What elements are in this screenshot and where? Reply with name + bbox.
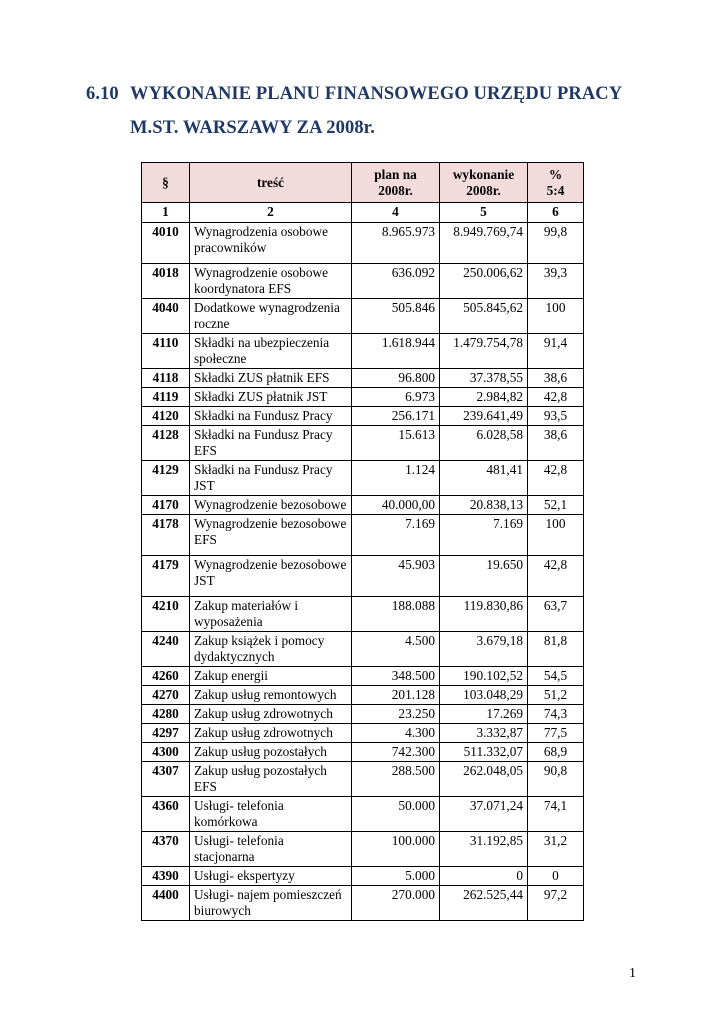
section-number: 6.10 xyxy=(86,84,119,104)
execution-amount-cell: 190.102,52 xyxy=(440,667,528,686)
table-row xyxy=(142,388,584,407)
execution-amount-cell: 7.169 xyxy=(440,515,528,556)
plan-amount-cell: 742.300 xyxy=(352,743,440,762)
paragraph-cell: 4128 xyxy=(142,426,190,461)
paragraph-cell: 4300 xyxy=(142,743,190,762)
execution-amount-cell: 1.479.754,78 xyxy=(440,334,528,369)
table-row xyxy=(142,705,584,724)
paragraph-cell: 4370 xyxy=(142,832,190,867)
plan-amount-cell: 201.128 xyxy=(352,686,440,705)
table-header-row xyxy=(142,163,584,203)
table-row xyxy=(142,407,584,426)
table-row xyxy=(142,515,584,556)
column-number-row xyxy=(142,203,584,223)
percent-cell: 97,2 xyxy=(528,886,584,921)
paragraph-cell: 4307 xyxy=(142,762,190,797)
table-row xyxy=(142,369,584,388)
column-number: 1 xyxy=(142,203,190,223)
plan-amount-cell: 270.000 xyxy=(352,886,440,921)
percent-cell: 99,8 xyxy=(528,223,584,264)
plan-amount-cell: 5.000 xyxy=(352,867,440,886)
column-number: 2 xyxy=(190,203,352,223)
execution-amount-cell: 19.650 xyxy=(440,556,528,597)
table-row xyxy=(142,556,584,597)
execution-amount-cell: 250.006,62 xyxy=(440,264,528,299)
percent-cell: 51,2 xyxy=(528,686,584,705)
header-percent xyxy=(528,163,584,203)
description-cell: Zakup energii xyxy=(190,667,352,686)
execution-amount-cell: 17.269 xyxy=(440,705,528,724)
percent-cell: 81,8 xyxy=(528,632,584,667)
table-row xyxy=(142,686,584,705)
percent-cell: 74,3 xyxy=(528,705,584,724)
percent-cell: 38,6 xyxy=(528,369,584,388)
execution-amount-cell: 103.048,29 xyxy=(440,686,528,705)
plan-amount-cell: 188.088 xyxy=(352,597,440,632)
header-content: treść xyxy=(190,163,352,203)
table-row xyxy=(142,797,584,832)
plan-amount-cell: 1.124 xyxy=(352,461,440,496)
paragraph-cell: 4179 xyxy=(142,556,190,597)
plan-amount-cell: 40.000,00 xyxy=(352,496,440,515)
paragraph-cell: 4178 xyxy=(142,515,190,556)
paragraph-cell: 4240 xyxy=(142,632,190,667)
description-cell: Zakup usług zdrowotnych xyxy=(190,705,352,724)
description-cell: Składki ZUS płatnik EFS xyxy=(190,369,352,388)
header-plan-line-1: plan na xyxy=(374,166,417,182)
column-number: 5 xyxy=(440,203,528,223)
execution-amount-cell: 3.679,18 xyxy=(440,632,528,667)
header-execution-line-1: wykonanie xyxy=(452,166,515,182)
table-row xyxy=(142,496,584,515)
table-row xyxy=(142,886,584,921)
heading-line-2: M.ST. WARSZAWY ZA 2008r. xyxy=(130,118,376,138)
description-cell: Wynagrodzenie bezosobowe JST xyxy=(190,556,352,597)
percent-cell: 100 xyxy=(528,299,584,334)
percent-cell: 68,9 xyxy=(528,743,584,762)
table-row xyxy=(142,743,584,762)
percent-cell: 63,7 xyxy=(528,597,584,632)
financial-plan-table xyxy=(141,162,584,921)
paragraph-cell: 4170 xyxy=(142,496,190,515)
percent-cell: 38,6 xyxy=(528,426,584,461)
percent-cell: 91,4 xyxy=(528,334,584,369)
execution-amount-cell: 2.984,82 xyxy=(440,388,528,407)
execution-amount-cell: 262.525,44 xyxy=(440,886,528,921)
table-row xyxy=(142,867,584,886)
plan-amount-cell: 256.171 xyxy=(352,407,440,426)
table-row xyxy=(142,223,584,264)
paragraph-cell: 4390 xyxy=(142,867,190,886)
execution-amount-cell: 511.332,07 xyxy=(440,743,528,762)
plan-amount-cell: 96.800 xyxy=(352,369,440,388)
description-cell: Wynagrodzenie osobowe koordynatora EFS xyxy=(190,264,352,299)
header-paragraph: § xyxy=(142,163,190,203)
header-execution-line-2: 2008r. xyxy=(466,182,501,198)
table-row xyxy=(142,264,584,299)
description-cell: Składki na Fundusz Pracy JST xyxy=(190,461,352,496)
percent-cell: 42,8 xyxy=(528,388,584,407)
table-row xyxy=(142,426,584,461)
paragraph-cell: 4400 xyxy=(142,886,190,921)
description-cell: Zakup materiałów i wyposażenia xyxy=(190,597,352,632)
percent-cell: 42,8 xyxy=(528,556,584,597)
paragraph-cell: 4040 xyxy=(142,299,190,334)
plan-amount-cell: 50.000 xyxy=(352,797,440,832)
percent-cell: 90,8 xyxy=(528,762,584,797)
paragraph-cell: 4270 xyxy=(142,686,190,705)
description-cell: Składki na Fundusz Pracy xyxy=(190,407,352,426)
plan-amount-cell: 6.973 xyxy=(352,388,440,407)
description-cell: Zakup usług pozostałych EFS xyxy=(190,762,352,797)
description-cell: Usługi- telefonia stacjonarna xyxy=(190,832,352,867)
description-cell: Zakup usług pozostałych xyxy=(190,743,352,762)
description-cell: Składki na ubezpieczenia społeczne xyxy=(190,334,352,369)
plan-amount-cell: 15.613 xyxy=(352,426,440,461)
table-row xyxy=(142,597,584,632)
description-cell: Usługi- telefonia komórkowa xyxy=(190,797,352,832)
paragraph-cell: 4018 xyxy=(142,264,190,299)
paragraph-cell: 4110 xyxy=(142,334,190,369)
execution-amount-cell: 119.830,86 xyxy=(440,597,528,632)
execution-amount-cell: 31.192,85 xyxy=(440,832,528,867)
heading-line-1: WYKONANIE PLANU FINANSOWEGO URZĘDU PRACY xyxy=(130,84,623,104)
percent-cell: 74,1 xyxy=(528,797,584,832)
table-row xyxy=(142,762,584,797)
paragraph-cell: 4129 xyxy=(142,461,190,496)
description-cell: Zakup usług remontowych xyxy=(190,686,352,705)
description-cell: Usługi- ekspertyzy xyxy=(190,867,352,886)
execution-amount-cell: 6.028,58 xyxy=(440,426,528,461)
plan-amount-cell: 1.618.944 xyxy=(352,334,440,369)
table-row xyxy=(142,334,584,369)
percent-cell: 52,1 xyxy=(528,496,584,515)
description-cell: Usługi- najem pomieszczeń biurowych xyxy=(190,886,352,921)
description-cell: Wynagrodzenia osobowe pracowników xyxy=(190,223,352,264)
paragraph-cell: 4297 xyxy=(142,724,190,743)
percent-cell: 0 xyxy=(528,867,584,886)
table-row xyxy=(142,632,584,667)
plan-amount-cell: 23.250 xyxy=(352,705,440,724)
header-execution xyxy=(440,163,528,203)
percent-cell: 31,2 xyxy=(528,832,584,867)
plan-amount-cell: 100.000 xyxy=(352,832,440,867)
description-cell: Zakup usług zdrowotnych xyxy=(190,724,352,743)
paragraph-cell: 4120 xyxy=(142,407,190,426)
paragraph-cell: 4280 xyxy=(142,705,190,724)
table-row xyxy=(142,461,584,496)
execution-amount-cell: 262.048,05 xyxy=(440,762,528,797)
header-percent-line-2: 5:4 xyxy=(546,182,565,198)
column-number: 4 xyxy=(352,203,440,223)
execution-amount-cell: 20.838,13 xyxy=(440,496,528,515)
page-number: 1 xyxy=(629,966,636,981)
description-cell: Dodatkowe wynagrodzenia roczne xyxy=(190,299,352,334)
description-cell: Zakup książek i pomocy dydaktycznych xyxy=(190,632,352,667)
execution-amount-cell: 8.949.769,74 xyxy=(440,223,528,264)
header-plan xyxy=(352,163,440,203)
description-cell: Wynagrodzenie bezosobowe xyxy=(190,496,352,515)
plan-amount-cell: 636.092 xyxy=(352,264,440,299)
percent-cell: 42,8 xyxy=(528,461,584,496)
table-row xyxy=(142,667,584,686)
table-row xyxy=(142,299,584,334)
table-row xyxy=(142,832,584,867)
header-percent-line-1: % xyxy=(548,166,563,182)
description-cell: Wynagrodzenie bezosobowe EFS xyxy=(190,515,352,556)
percent-cell: 54,5 xyxy=(528,667,584,686)
header-plan-line-2: 2008r. xyxy=(378,182,413,198)
execution-amount-cell: 3.332,87 xyxy=(440,724,528,743)
paragraph-cell: 4118 xyxy=(142,369,190,388)
column-number: 6 xyxy=(528,203,584,223)
description-cell: Składki ZUS płatnik JST xyxy=(190,388,352,407)
percent-cell: 100 xyxy=(528,515,584,556)
paragraph-cell: 4210 xyxy=(142,597,190,632)
plan-amount-cell: 8.965.973 xyxy=(352,223,440,264)
execution-amount-cell: 481,41 xyxy=(440,461,528,496)
execution-amount-cell: 37.071,24 xyxy=(440,797,528,832)
execution-amount-cell: 505.845,62 xyxy=(440,299,528,334)
plan-amount-cell: 288.500 xyxy=(352,762,440,797)
percent-cell: 93,5 xyxy=(528,407,584,426)
paragraph-cell: 4010 xyxy=(142,223,190,264)
percent-cell: 77,5 xyxy=(528,724,584,743)
percent-cell: 39,3 xyxy=(528,264,584,299)
plan-amount-cell: 505.846 xyxy=(352,299,440,334)
plan-amount-cell: 4.300 xyxy=(352,724,440,743)
execution-amount-cell: 37.378,55 xyxy=(440,369,528,388)
plan-amount-cell: 45.903 xyxy=(352,556,440,597)
plan-amount-cell: 4.500 xyxy=(352,632,440,667)
plan-amount-cell: 348.500 xyxy=(352,667,440,686)
paragraph-cell: 4119 xyxy=(142,388,190,407)
description-cell: Składki na Fundusz Pracy EFS xyxy=(190,426,352,461)
paragraph-cell: 4360 xyxy=(142,797,190,832)
execution-amount-cell: 0 xyxy=(440,867,528,886)
paragraph-cell: 4260 xyxy=(142,667,190,686)
plan-amount-cell: 7.169 xyxy=(352,515,440,556)
table-row xyxy=(142,724,584,743)
execution-amount-cell: 239.641,49 xyxy=(440,407,528,426)
